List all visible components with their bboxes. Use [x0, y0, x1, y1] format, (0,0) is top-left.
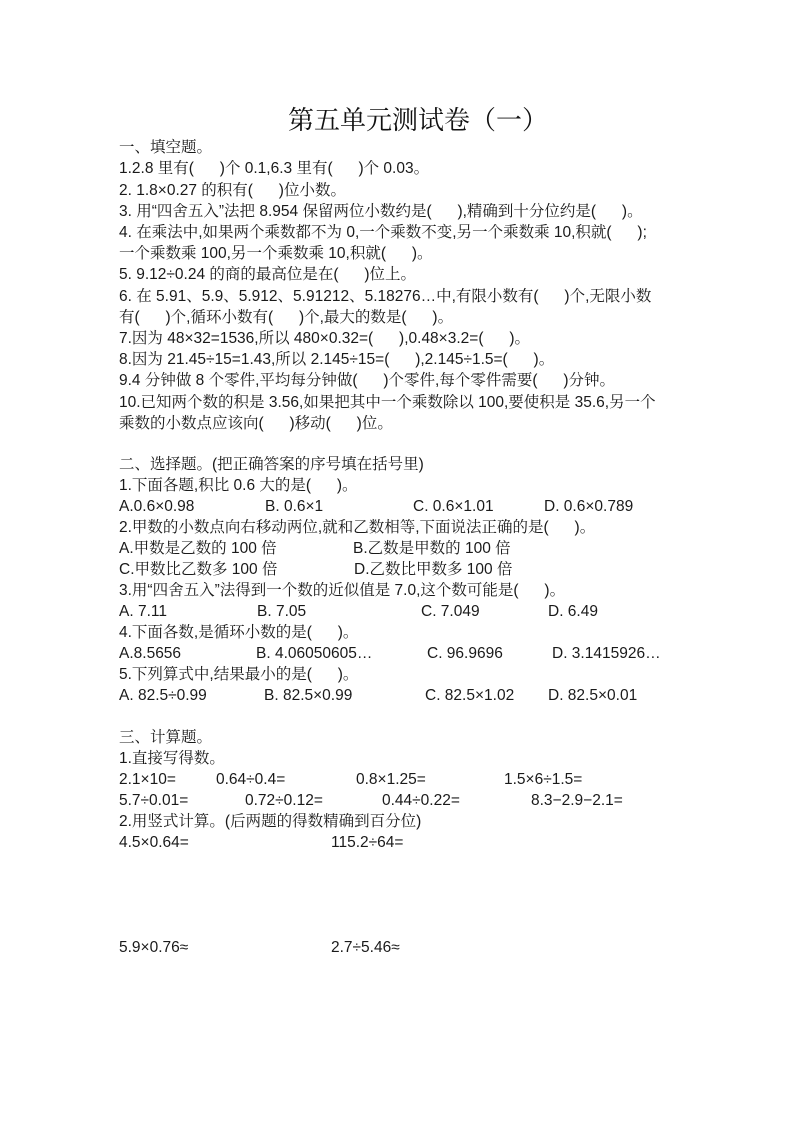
section-heading: 二、选择题。(把正确答案的序号填在括号里)	[119, 456, 424, 473]
calc-item: 0.72÷0.12=	[245, 792, 323, 809]
question-line: 10.已知两个数的积是 3.56,如果把其中一个乘数除以 100,要使积是 35.6,另一个	[119, 394, 656, 411]
option-c: C. 82.5×1.02	[425, 687, 515, 704]
option-a: A.8.5656	[119, 645, 182, 662]
question-stem: 4.下面各数,是循环小数的是( )。	[119, 624, 359, 641]
question-line: 2. 1.8×0.27 的积有( )位小数。	[119, 182, 346, 199]
section-heading: 一、填空题。	[119, 139, 213, 156]
question-line: 6. 在 5.91、5.9、5.912、5.91212、5.18276…中,有限小数有( )个,无限小数	[119, 288, 652, 305]
option-a: A.0.6×0.98	[119, 498, 195, 515]
option-c: C. 96.9696	[427, 645, 503, 662]
options-row	[0, 559, 793, 580]
calc-item: 0.44÷0.22=	[382, 792, 460, 809]
question-line: 4. 在乘法中,如果两个乘数都不为 0,一个乘数不变,另一个乘数乘 10,积就( );	[119, 224, 647, 241]
calc-item: 2.1×10=	[119, 771, 176, 788]
option-d: D. 3.1415926…	[552, 645, 661, 662]
question-stem: 2.甲数的小数点向右移动两位,就和乙数相等,下面说法正确的是( )。	[119, 519, 596, 536]
question-line: 有( )个,循环小数有( )个,最大的数是( )。	[119, 309, 454, 326]
option-d: D.乙数比甲数多 100 倍	[354, 561, 513, 578]
options-row	[0, 538, 793, 559]
option-c: C. 0.6×1.01	[413, 498, 494, 515]
option-b: B. 0.6×1	[265, 498, 324, 515]
options-row	[0, 496, 793, 517]
question-line: 5. 9.12÷0.24 的商的最高位是在( )位上。	[119, 266, 417, 283]
option-a: A.甲数是乙数的 100 倍	[119, 540, 277, 557]
part-label: 2.用竖式计算。(后两题的得数精确到百分位)	[119, 813, 422, 830]
option-c: C. 7.049	[421, 603, 480, 620]
part-label: 1.直接写得数。	[119, 750, 225, 767]
calc-item: 8.3−2.9−2.1=	[531, 792, 623, 809]
question-line: 一个乘数乘 100,另一个乘数乘 10,积就( )。	[119, 245, 433, 262]
option-b: B. 4.06050605…	[256, 645, 373, 662]
calc-item: 5.7÷0.01=	[119, 792, 189, 809]
option-b: B. 82.5×0.99	[264, 687, 353, 704]
option-b: B.乙数是甲数的 100 倍	[353, 540, 511, 557]
page-title: 第五单元测试卷（一）	[287, 105, 548, 135]
option-d: D. 0.6×0.789	[544, 498, 634, 515]
question-line: 3. 用“四舍五入”法把 8.954 保留两位小数约是( ),精确到十分位约是( )。	[119, 203, 643, 220]
options-row	[0, 601, 793, 622]
calc-item: 2.7÷5.46≈	[331, 939, 400, 956]
question-line: 7.因为 48×32=1536,所以 480×0.32=( ),0.48×3.2=( )。	[119, 330, 530, 347]
oral-calc-row	[0, 790, 793, 811]
question-stem: 3.用“四舍五入”法得到一个数的近似值是 7.0,这个数可能是( )。	[119, 582, 566, 599]
option-c: C.甲数比乙数多 100 倍	[119, 561, 278, 578]
calc-item: 0.64÷0.4=	[216, 771, 286, 788]
option-a: A. 7.11	[119, 603, 167, 620]
oral-calc-row	[0, 769, 793, 790]
option-a: A. 82.5÷0.99	[119, 687, 207, 704]
question-stem: 1.下面各题,积比 0.6 大的是( )。	[119, 477, 358, 494]
calc-item: 115.2÷64=	[331, 834, 404, 851]
options-row	[0, 643, 793, 664]
option-b: B. 7.05	[257, 603, 307, 620]
calc-item: 5.9×0.76≈	[119, 939, 189, 956]
options-row	[0, 685, 793, 706]
section-heading: 三、计算题。	[119, 729, 213, 746]
question-line: 8.因为 21.45÷15=1.43,所以 2.145÷15=( ),2.145÷1.5=( )。	[119, 351, 555, 368]
calc-item: 0.8×1.25=	[356, 771, 426, 788]
vertical-calc-row	[0, 832, 793, 853]
calc-item: 1.5×6÷1.5=	[504, 771, 583, 788]
question-stem: 5.下列算式中,结果最小的是( )。	[119, 666, 359, 683]
question-line: 9.4 分钟做 8 个零件,平均每分钟做( )个零件,每个零件需要( )分钟。	[119, 372, 616, 389]
question-line: 乘数的小数点应该向( )移动( )位。	[119, 415, 393, 432]
option-d: D. 82.5×0.01	[548, 687, 638, 704]
vertical-calc-row	[0, 937, 793, 958]
option-d: D. 6.49	[548, 603, 598, 620]
question-line: 1.2.8 里有( )个 0.1,6.3 里有( )个 0.03。	[119, 160, 430, 177]
calc-item: 4.5×0.64=	[119, 834, 189, 851]
